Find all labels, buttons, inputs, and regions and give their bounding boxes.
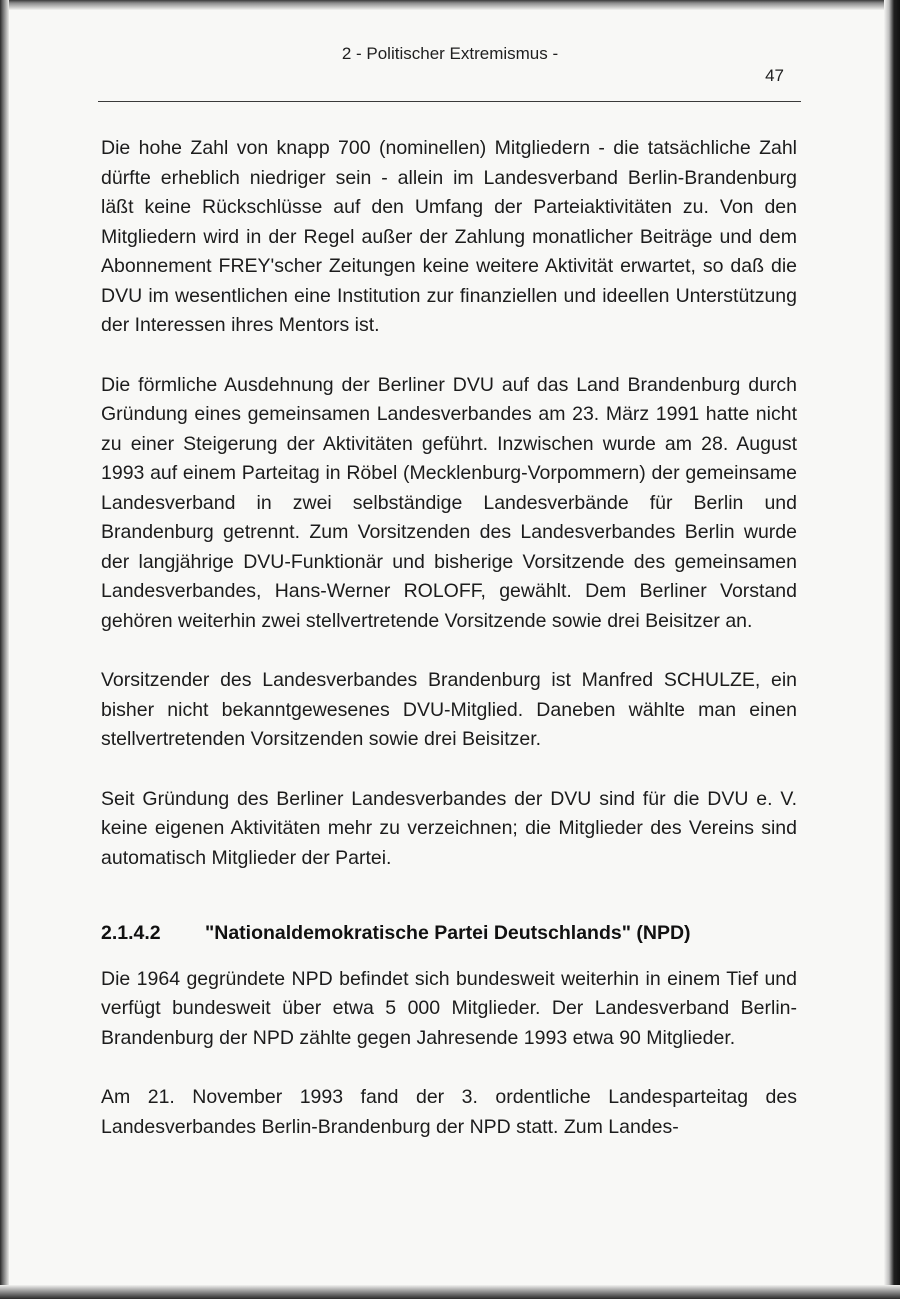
paragraph: Die förmliche Ausdehnung der Berliner DVU auf das Land Brandenburg durch Gründung eines gemeinsamen Landesverbandes am 23. März 1991 hatte nicht zu einer Steigerung der Aktivitäten geführt. Inzwischen wurde am 28. August 1993 auf einem Parteitag in Röbel (Mecklenburg-Vorpommern) der gemeinsame Landesverband in zwei selbständige Landesverbände für Berlin und Brandenburg getrennt. Zum Vorsitzenden des Landesverbandes Berlin wurde der langjährige DVU-Funktionär und bisherige Vorsitzende des gemeinsamen Landesverbandes, Hans-Werner ROLOFF, gewählt. Dem Berliner Vorstand gehören weiterhin zwei stellvertretende Vorsitzende sowie drei Beisitzer an.	[101, 373, 797, 632]
paragraph: Die hohe Zahl von knapp 700 (nominellen) Mitgliedern - die tatsächliche Zahl dürfte erheblich niedriger sein - allein im Landesverband Berlin-Brandenburg läßt keine Rückschlüsse auf den Umfang der Parteiaktivitäten zu. Von den Mitgliedern wird in der Regel außer der Zahlung monatlicher Beiträge und dem Abonnement FREY'scher Zeitungen keine weitere Aktivität erwartet, so daß die DVU im wesentlichen eine Institution zur finanziellen und ideellen Unterstützung der Interessen ihres Mentors ist.	[101, 137, 797, 336]
section-number: 2.1.4.2	[101, 922, 161, 944]
section-heading	[101, 919, 797, 949]
section-title: "Nationaldemokratische Partei Deutschlands" (NPD)	[205, 922, 691, 944]
scan-edge-bottom	[0, 1285, 900, 1299]
paragraph: Seit Gründung des Berliner Landesverbandes der DVU sind für die DVU e. V. keine eigenen Aktivitäten mehr zu verzeichnen; die Mitglieder des Vereins sind automatisch Mitglieder der Partei.	[101, 787, 797, 869]
paragraph: Vorsitzender des Landesverbandes Brandenburg ist Manfred SCHULZE, ein bisher nicht bekanntgewesenes DVU-Mitglied. Daneben wählte man einen stellvertretenden Vorsitzenden sowie drei Beisitzer.	[101, 669, 797, 750]
scan-edge-left	[0, 0, 9, 1299]
paragraph: Am 21. November 1993 fand der 3. ordentliche Landesparteitag des Landesverbandes Berlin-Brandenburg der NPD statt. Zum Landes-	[101, 1086, 797, 1138]
scan-edge-right	[884, 0, 900, 1299]
running-header: 2 - Politischer Extremismus -	[341, 44, 559, 63]
paragraph: Die 1964 gegründete NPD befindet sich bundesweit weiterhin in einem Tief und verfügt bundesweit über etwa 5 000 Mitglieder. Der Landesverband Berlin-Brandenburg der NPD zählte gegen Jahresende 1993 etwa 90 Mitglieder.	[101, 967, 797, 1049]
page-body	[101, 134, 797, 1142]
header-rule	[98, 101, 801, 102]
scan-edge-top	[0, 0, 900, 10]
page-number: 47	[765, 66, 784, 85]
